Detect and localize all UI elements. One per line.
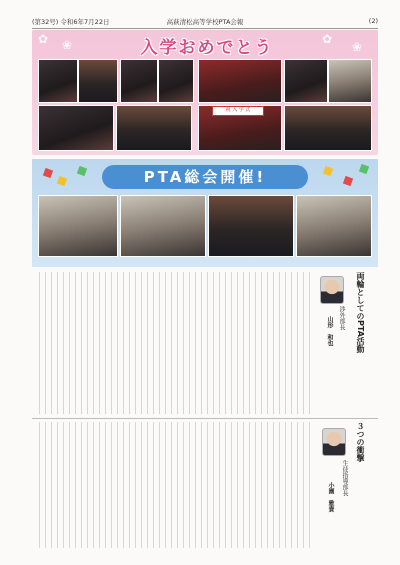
ceremony-photo — [284, 59, 328, 103]
author-role: 生徒指導部長 — [341, 460, 348, 496]
ceremony-photo — [158, 59, 194, 103]
sakura-icon: ✿ — [322, 32, 333, 46]
meeting-photo — [296, 195, 372, 257]
decoration-icon — [323, 166, 333, 176]
sakura-icon: ❀ — [352, 40, 363, 54]
decoration-icon — [343, 176, 353, 186]
ceremony-photo — [198, 59, 282, 103]
decoration-icon — [43, 168, 53, 178]
sakura-icon: ✿ — [38, 32, 49, 46]
article-body-text — [36, 422, 312, 548]
ceremony-sign: 祝 入 学 式 — [212, 106, 264, 116]
entrance-banner: 入学おめでとう — [140, 38, 274, 58]
ceremony-photo — [38, 59, 78, 103]
author-photo — [322, 428, 346, 456]
ceremony-photo — [38, 105, 114, 151]
decoration-icon — [359, 164, 369, 174]
ceremony-photo — [120, 59, 158, 103]
author-photo — [320, 276, 344, 304]
entrance-ceremony-section — [32, 30, 378, 155]
page-header — [32, 16, 378, 29]
author-role: 渉外部長 — [338, 306, 345, 330]
sakura-icon: ❀ — [62, 38, 73, 52]
author-name: 山形 和也 — [326, 316, 333, 346]
decoration-icon — [57, 176, 67, 186]
ceremony-photo — [116, 105, 192, 151]
decoration-icon — [77, 166, 87, 176]
meeting-photo — [38, 195, 118, 257]
issue-info: (第32号) 令和6年7月22日 — [32, 18, 110, 26]
pta-meeting-section — [32, 159, 378, 267]
author-name: 小園 雅貴 — [327, 482, 334, 512]
ceremony-photo — [328, 59, 372, 103]
page-number: (2) — [368, 17, 378, 25]
article-title: ３つの衝撃 — [356, 422, 365, 462]
ceremony-photo — [78, 59, 118, 103]
article-title: 両輪としてのPTA活動 — [356, 272, 365, 353]
article-body-text — [36, 272, 312, 414]
ceremony-photo — [284, 105, 372, 151]
article-divider — [32, 418, 378, 419]
meeting-photo — [120, 195, 206, 257]
meeting-photo — [208, 195, 294, 257]
pta-meeting-banner: PTA総会開催! — [102, 165, 308, 189]
newsletter-title: 高萩清松高等学校PTA会報 — [166, 18, 244, 26]
